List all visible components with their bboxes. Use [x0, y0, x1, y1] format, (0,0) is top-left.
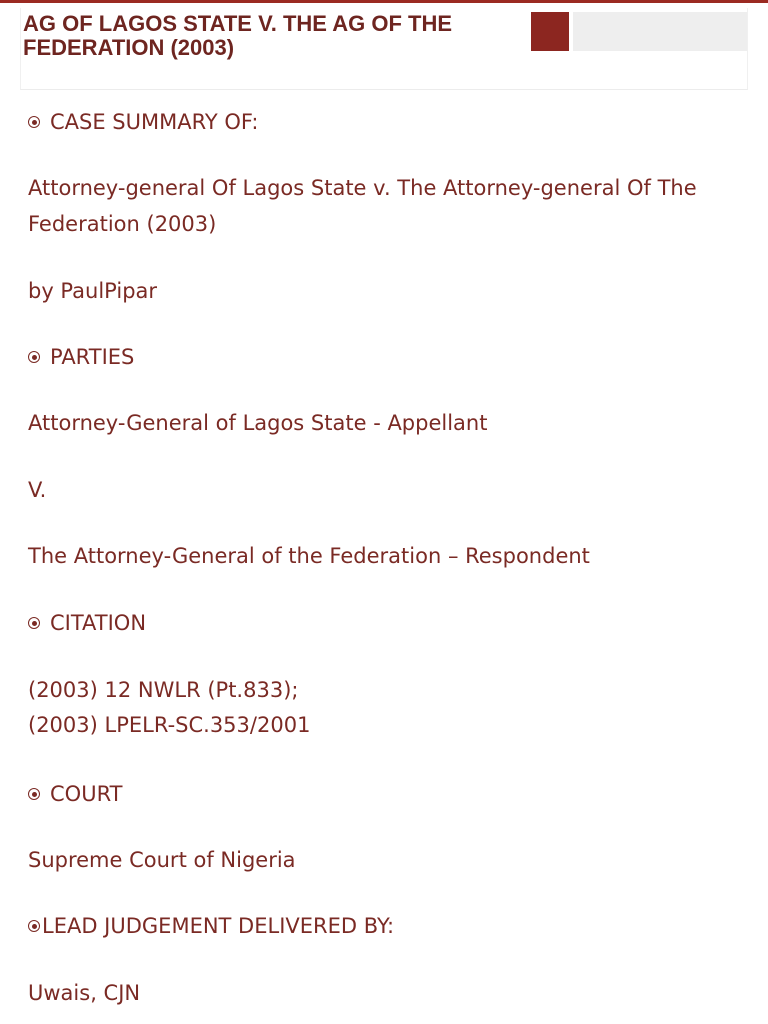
author-byline: by PaulPipar	[28, 279, 158, 303]
radio-dot-icon	[28, 351, 40, 363]
top-accent-bar	[0, 0, 768, 3]
section-heading-court	[28, 776, 122, 812]
section-heading-lead-judgement	[28, 908, 394, 944]
section-heading-parties	[28, 339, 134, 375]
respondent-text: The Attorney-General of the Federation – Respondent	[28, 544, 590, 568]
radio-dot-icon	[28, 788, 40, 800]
appellant-text: Attorney-General of Lagos State - Appellant	[28, 411, 488, 435]
radio-dot-icon	[28, 617, 40, 629]
section-heading-case-summary	[28, 104, 258, 140]
menu-button[interactable]	[531, 12, 569, 51]
search-input[interactable]	[573, 12, 747, 51]
case-summary-heading: CASE SUMMARY OF:	[50, 110, 259, 134]
lead-judgement-heading: LEAD JUDGEMENT DELIVERED BY:	[42, 914, 395, 938]
citation-heading: CITATION	[50, 611, 147, 635]
versus-text: V.	[28, 478, 47, 502]
parties-heading: PARTIES	[50, 345, 135, 369]
radio-dot-icon	[28, 116, 40, 128]
case-title-line-2: Federation (2003)	[28, 212, 217, 236]
section-heading-citation	[28, 605, 146, 641]
page-header	[20, 8, 748, 90]
page-title: AG OF LAGOS STATE V. THE AG OF THE FEDERATION (2003)	[23, 11, 453, 60]
citation-line-1: (2003) 12 NWLR (Pt.833);	[28, 678, 299, 702]
court-heading: COURT	[50, 782, 123, 806]
radio-dot-icon	[28, 920, 40, 932]
lead-judge-name: Uwais, CJN	[28, 981, 141, 1005]
citation-line-2: (2003) LPELR-SC.353/2001	[28, 713, 311, 737]
court-name: Supreme Court of Nigeria	[28, 848, 296, 872]
case-title-line-1: Attorney-general Of Lagos State v. The Attorney-general Of The	[28, 176, 697, 200]
